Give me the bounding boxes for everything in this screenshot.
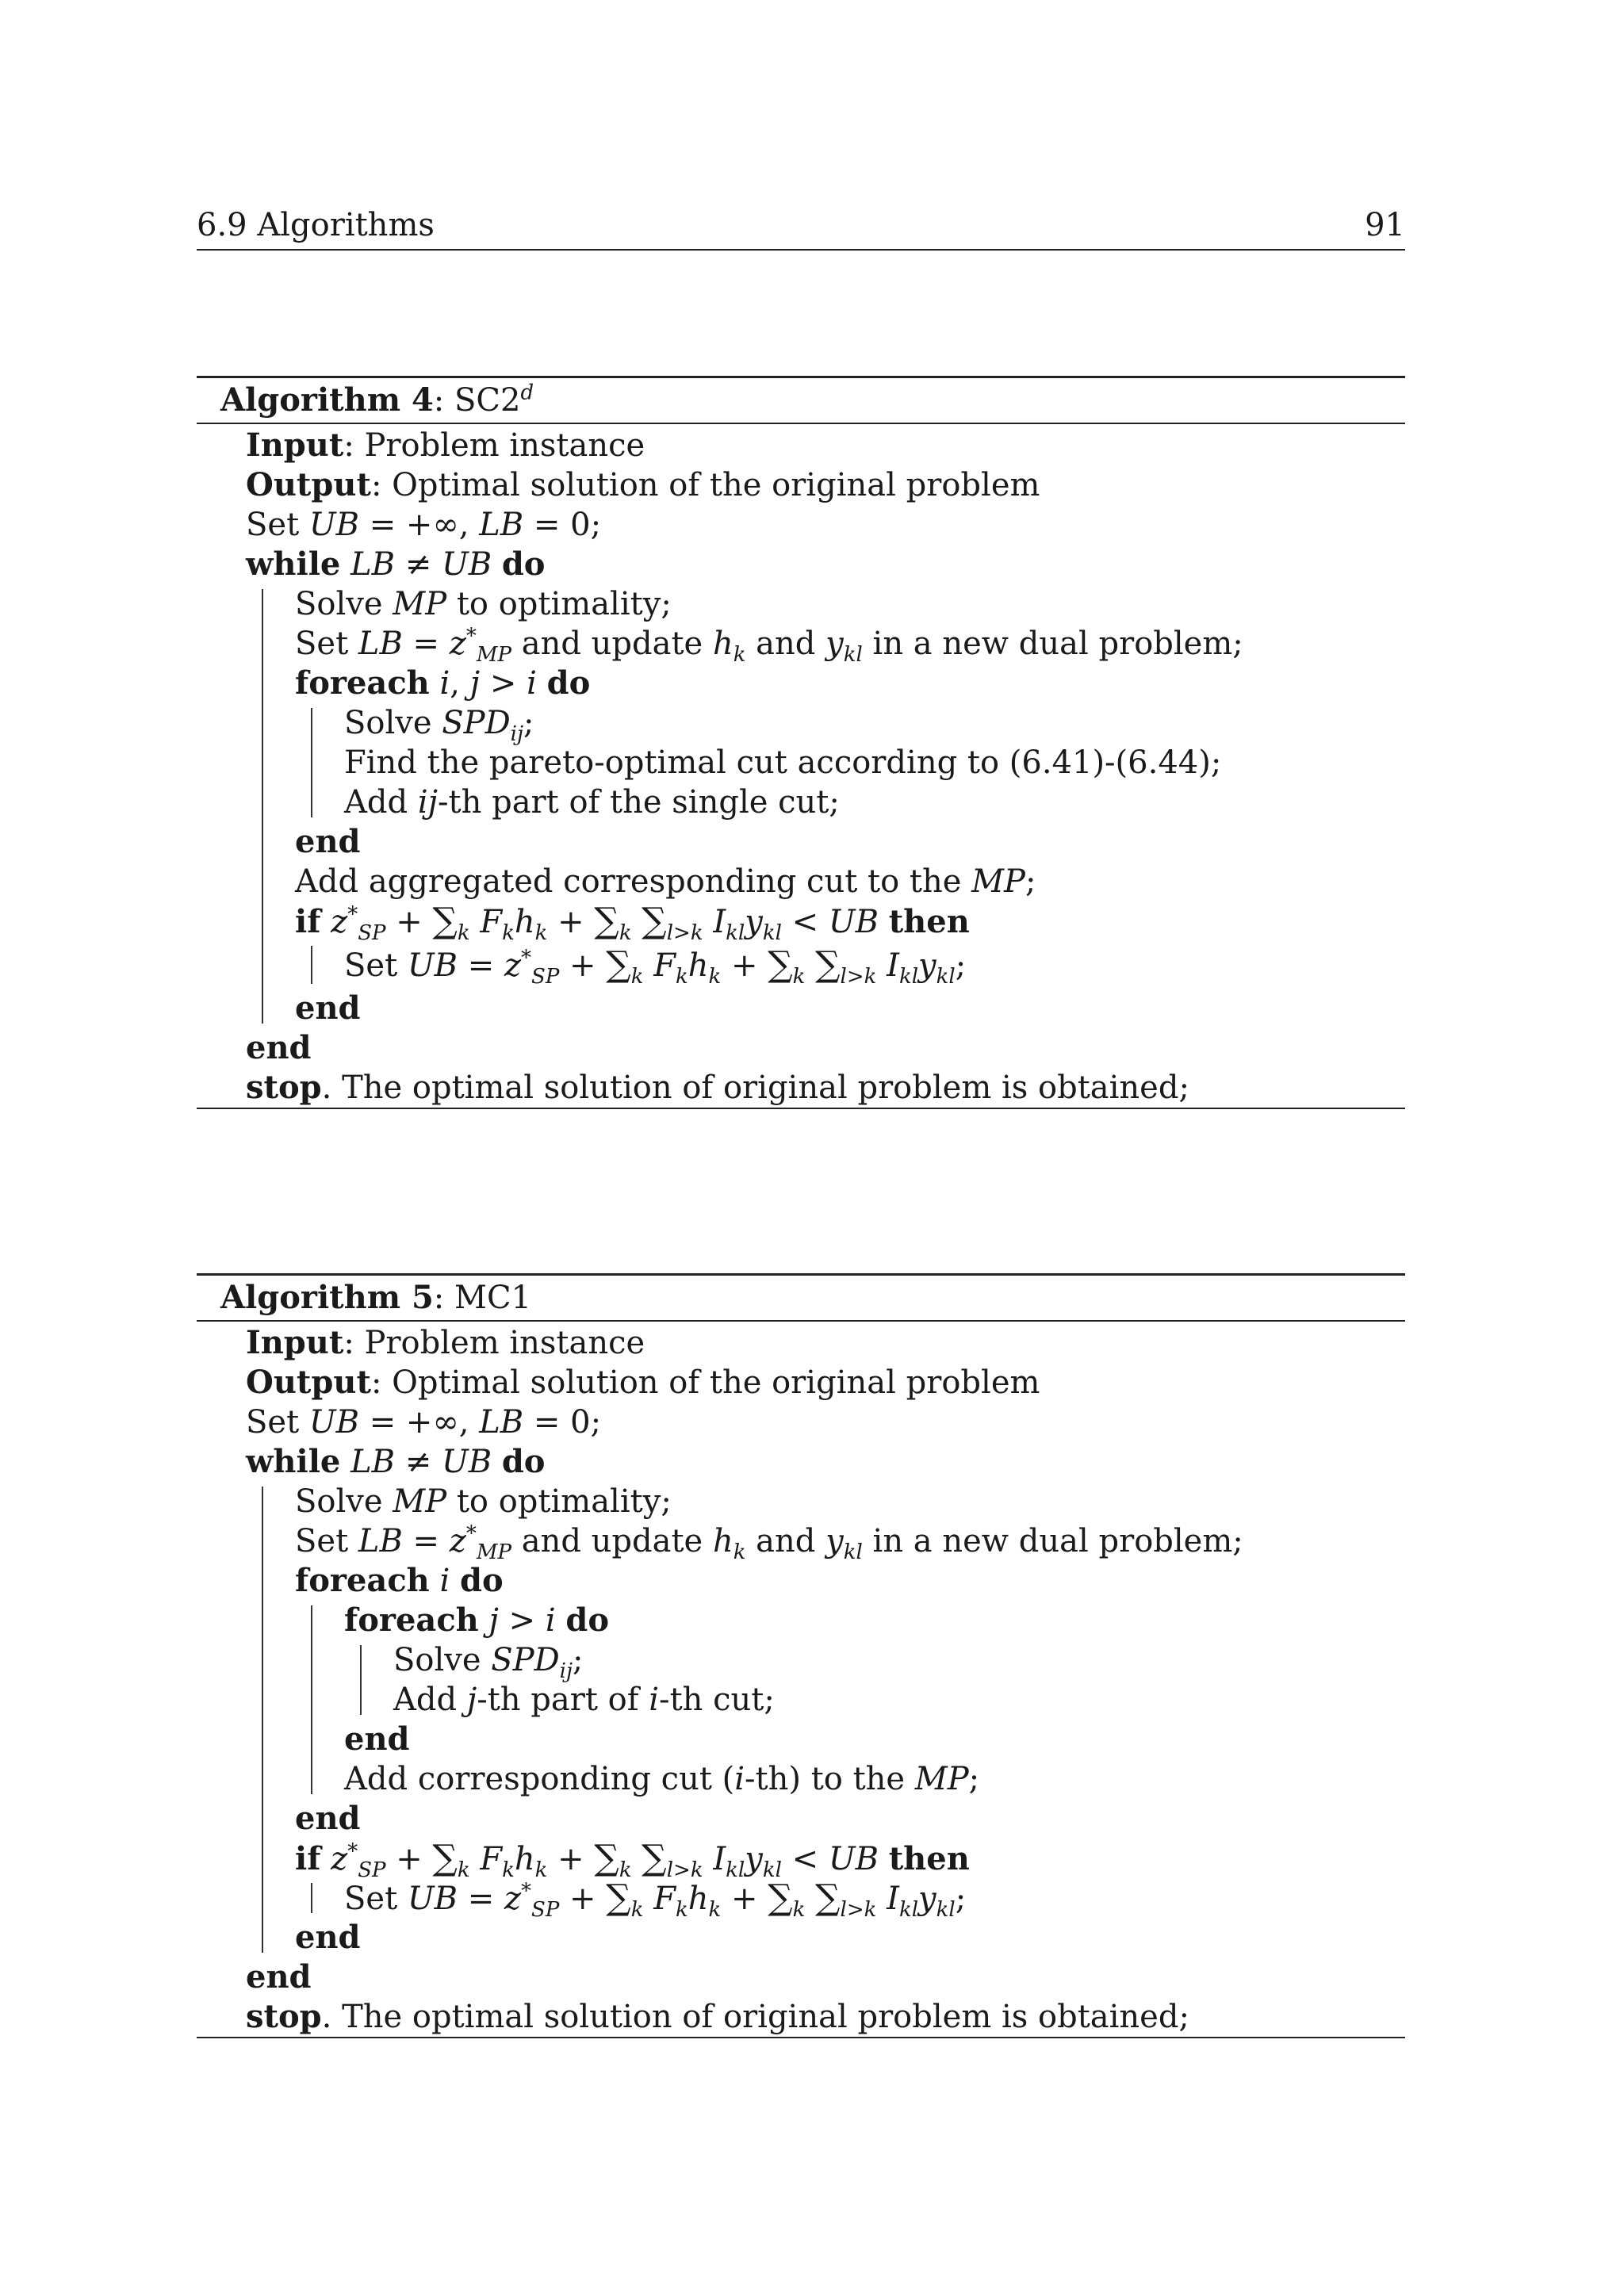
init-line: Set UB = +∞, LB = 0;: [246, 507, 602, 543]
input-line: Input: Problem instance: [246, 1324, 645, 1361]
while-line: while LB ≠ UB do: [246, 545, 546, 583]
algorithm-5: Algorithm 5: MC1 Input: Problem instance Output: Optimal solution of the original problem Set UB = +∞, LB = 0; while LB ≠ UB do Solve MP to optimality; Set LB = $z^*_{MP}$ and update $h_k$ and $y_{kl}$ in a new dual problem; foreach i do foreach j > i do Solve $SPD_{ij}$; Add j-th part of i-th cut; end Add corresponding cut (i-th) to the MP; end if $z^*_{SP} + \sum_k$ $F_kh_k + \sum_k$ $\sum_{l>k}$ $I_{kl}y_{kl}$ < UB then Set UB = $z^*_{SP} + \sum_k$ $F_kh_k + \sum_k$ $\sum_{l>k}$ $I_{kl}y_{kl}$; end end stop. The optimal solution of original problem is obtained;: [197, 1273, 1405, 2038]
section-title: 6.9 Algorithms: [197, 207, 435, 243]
page-number: 91: [1365, 207, 1405, 243]
stop-line: stop. The optimal solution of original problem is obtained;: [246, 1069, 1189, 1106]
output-line: Output: Optimal solution of the original problem: [246, 466, 1040, 503]
input-line: Input: Problem instance: [246, 427, 645, 464]
stop-line: stop. The optimal solution of original problem is obtained;: [246, 1998, 1189, 2035]
foreach-block: Solve $SPD_{ij}$; Find the pareto-optimal cut according to (6.41)-(6.44); Add ij-th part of the single cut;: [197, 703, 1405, 822]
output-line: Output: Optimal solution of the original problem: [246, 1364, 1040, 1401]
algorithm-4: Algorithm 4: SC2$^d$ Input: Problem instance Output: Optimal solution of the original problem Set UB = +∞, LB = 0; while LB ≠ UB do Solve MP to optimality; Set LB = $z^*_{MP}$ and update $h_k$ and $y_{kl}$ in a new dual problem; foreach i, j > i do Solve $SPD_{ij}$; Find the pareto-optimal cut according to (6.41)-(6.44); Add ij-th part of the single cut; end Add aggregated corresponding cut to the MP; if $z^*_{SP} + \sum_k$ $F_kh_k + \sum_k$ $\sum_{l>k}$ $I_{kl}y_{kl}$ < UB then Set UB = $z^*_{SP} + \sum_k$ $F_kh_k + \sum_k$ $\sum_{l>k}$ $I_{kl}y_{kl}$; end end stop. The optimal solution of original problem is obtained;: [197, 376, 1405, 1109]
while-line: while LB ≠ UB do: [246, 1443, 546, 1480]
if-block: Set UB = $z^*_{SP} + \sum_k$ $F_kh_k + \sum_k$ $\sum_{l>k}$ $I_{kl}y_{kl}$;: [197, 941, 1405, 989]
running-header: [197, 208, 1405, 251]
init-line: Set UB = +∞, LB = 0;: [246, 1404, 602, 1441]
algorithm-title: Algorithm 5: MC1: [197, 1276, 1405, 1322]
if-block: Set UB = $z^*_{SP} + \sum_k$ $F_kh_k + \sum_k$ $\sum_{l>k}$ $I_{kl}y_{kl}$;: [197, 1878, 1405, 1918]
foreach-i-block: foreach j > i do Solve $SPD_{ij}$; Add j-th part of i-th cut; end Add corresponding cut (i-th) to the MP;: [197, 1601, 1405, 1799]
while-block: Solve MP to optimality; Set LB = $z^*_{MP}$ and update $h_k$ and $y_{kl}$ in a new dual problem; foreach i, j > i do Solve $SPD_{ij}$; Find the pareto-optimal cut according to (6.41)-(6.44); Add ij-th part of the single cut; end Add aggregated corresponding cut to the MP; if $z^*_{SP} + \sum_k$ $F_kh_k + \sum_k$ $\sum_{l>k}$ $I_{kl}y_{kl}$ < UB then Set UB = $z^*_{SP} + \sum_k$ $F_kh_k + \sum_k$ $\sum_{l>k}$ $I_{kl}y_{kl}$; end: [197, 584, 1405, 1028]
while-block: Solve MP to optimality; Set LB = $z^*_{MP}$ and update $h_k$ and $y_{kl}$ in a new dual problem; foreach i do foreach j > i do Solve $SPD_{ij}$; Add j-th part of i-th cut; end Add corresponding cut (i-th) to the MP; end if $z^*_{SP} + \sum_k$ $F_kh_k + \sum_k$ $\sum_{l>k}$ $I_{kl}y_{kl}$ < UB then Set UB = $z^*_{SP} + \sum_k$ $F_kh_k + \sum_k$ $\sum_{l>k}$ $I_{kl}y_{kl}$; end: [197, 1482, 1405, 1957]
algorithm-title: Algorithm 4: SC2$^d$: [197, 378, 1405, 424]
foreach-j-block: Solve $SPD_{ij}$; Add j-th part of i-th cut;: [197, 1640, 1405, 1720]
